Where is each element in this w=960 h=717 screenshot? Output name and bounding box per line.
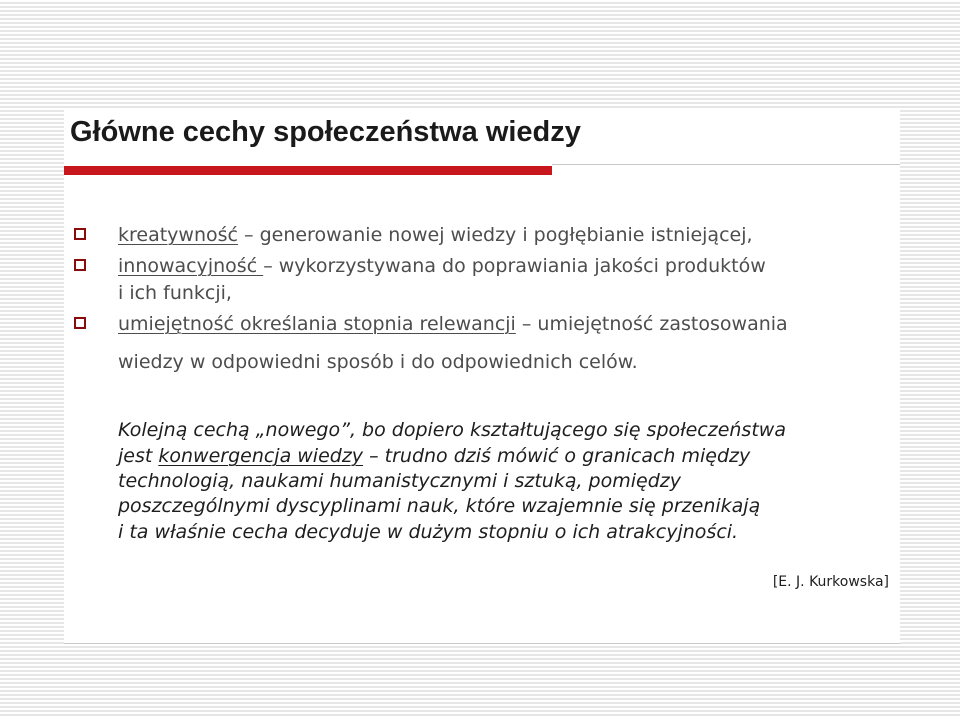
bottom-rule xyxy=(64,643,900,644)
bullet-3-text xyxy=(118,312,788,336)
quote-line-1: Kolejną cechą „nowego”, bo dopiero kształtującego się społeczeństwa xyxy=(118,419,786,441)
quote-line-3: technologią, naukami humanistycznymi i sztuką, pomiędzy xyxy=(118,470,681,492)
bullet-3-line2: wiedzy w odpowiedni sposób i do odpowiednich celów. xyxy=(118,351,638,373)
bullet-square-icon xyxy=(74,259,86,271)
quote-term-konwergencja: konwergencja wiedzy xyxy=(158,445,364,467)
slide-panel xyxy=(64,108,900,644)
bullet-3-term: umiejętność określania stopnia relewancji xyxy=(118,313,516,335)
title-accent-rule xyxy=(64,166,552,175)
bullet-square-icon xyxy=(74,317,86,329)
page-title: Główne cechy społeczeństwa wiedzy xyxy=(70,116,581,148)
bullet-square-icon xyxy=(74,228,86,240)
title-gray-rule xyxy=(552,164,900,165)
bullet-3-rest: – umiejętność zastosowania xyxy=(515,313,788,335)
bullet-2-term: innowacyjność xyxy=(118,255,264,277)
quote-line-2-rest: – trudno dziś mówić o granicach między xyxy=(363,445,751,467)
quote-line-5: i ta właśnie cecha decyduje w dużym stopniu o ich atrakcyjności. xyxy=(118,521,739,543)
bullet-2-text xyxy=(118,254,766,278)
bullet-2-rest: – wykorzystywana do poprawiania jakości produktów xyxy=(263,255,766,277)
bullet-1-rest: – generowanie nowej wiedzy i pogłębianie istniejącej, xyxy=(237,224,753,246)
bullet-2-line2: i ich funkcji, xyxy=(118,282,232,304)
quote-line-2 xyxy=(118,444,750,468)
attribution: [E. J. Kurkowska] xyxy=(772,574,889,590)
quote-line-2-prefix: jest xyxy=(118,445,159,467)
quote-line-4: poszczególnymi dyscyplinami nauk, które wzajemnie się przenikają xyxy=(118,495,761,517)
bullet-1-text xyxy=(118,223,753,247)
bullet-1-term: kreatywność xyxy=(118,224,238,246)
